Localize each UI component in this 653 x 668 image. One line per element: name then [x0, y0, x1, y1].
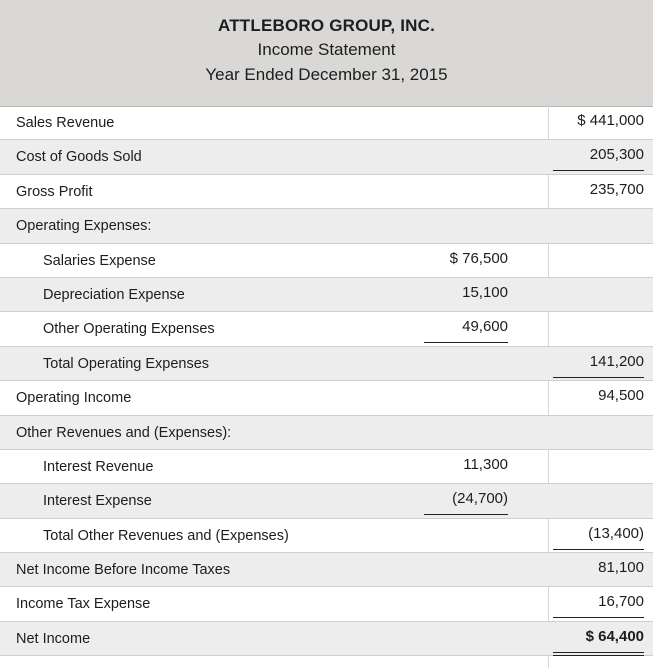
row-income-tax-expense — [0, 587, 653, 621]
statement-title: Income Statement — [257, 40, 396, 59]
row-salaries-expense — [0, 244, 653, 278]
row-gross-profit — [0, 175, 653, 209]
row-operating-expenses-heading — [0, 209, 653, 243]
row-total-amount: 141,200 — [553, 347, 644, 378]
row-total-amount: 205,300 — [553, 140, 644, 171]
row-detail-amount: 11,300 — [463, 455, 508, 473]
row-total-amount: $ 64,400 — [553, 622, 644, 656]
row-label: Sales Revenue — [16, 115, 115, 131]
row-label: Operating Expenses: — [16, 218, 152, 235]
row-net-income — [0, 622, 653, 656]
row-label: Depreciation Expense — [43, 286, 185, 303]
row-detail-amount: $ 76,500 — [449, 249, 508, 267]
row-label: Gross Profit — [16, 183, 93, 200]
row-label: Other Operating Expenses — [43, 321, 215, 338]
row-label: Net Income Before Income Taxes — [16, 562, 231, 579]
row-interest-revenue — [0, 450, 653, 484]
row-total-amount: 81,100 — [598, 559, 644, 577]
row-detail-amount: 15,100 — [462, 283, 508, 301]
row-label: Cost of Goods Sold — [16, 149, 142, 166]
row-sales-revenue — [0, 106, 653, 140]
row-label: Total Other Revenues and (Expenses) — [43, 527, 289, 544]
row-label: Salaries Expense — [43, 252, 156, 269]
row-total-amount: (13,400) — [553, 519, 644, 550]
row-other-revenues-heading — [0, 416, 653, 450]
row-total-amount: 235,700 — [589, 180, 644, 198]
row-label: Interest Expense — [43, 493, 152, 510]
row-label: Income Tax Expense — [16, 596, 151, 613]
row-label: Operating Income — [16, 390, 132, 407]
row-interest-expense — [0, 484, 653, 518]
row-depreciation-expense — [0, 278, 653, 312]
row-label: Total Operating Expenses — [43, 355, 210, 372]
row-total-amount: $ 441,000 — [577, 112, 644, 129]
row-label: Interest Revenue — [43, 458, 154, 475]
row-label: Other Revenues and (Expenses): — [16, 424, 232, 441]
row-other-operating-expenses — [0, 312, 653, 346]
company-name: ATTLEBORO GROUP, INC. — [217, 16, 436, 35]
statement-period: Year Ended December 31, 2015 — [205, 65, 448, 84]
statement-header — [0, 0, 653, 107]
statement-rows — [0, 106, 653, 656]
row-operating-income — [0, 381, 653, 415]
row-cost-of-goods-sold — [0, 140, 653, 174]
row-total-other-revenues-expenses — [0, 519, 653, 553]
row-total-operating-expenses — [0, 347, 653, 381]
row-detail-amount: 49,600 — [424, 312, 508, 343]
row-label: Net Income — [16, 630, 91, 647]
row-total-amount: 16,700 — [553, 587, 644, 618]
row-total-amount: 94,500 — [598, 387, 644, 405]
row-detail-amount: (24,700) — [424, 484, 508, 515]
row-net-income-before-taxes — [0, 553, 653, 587]
